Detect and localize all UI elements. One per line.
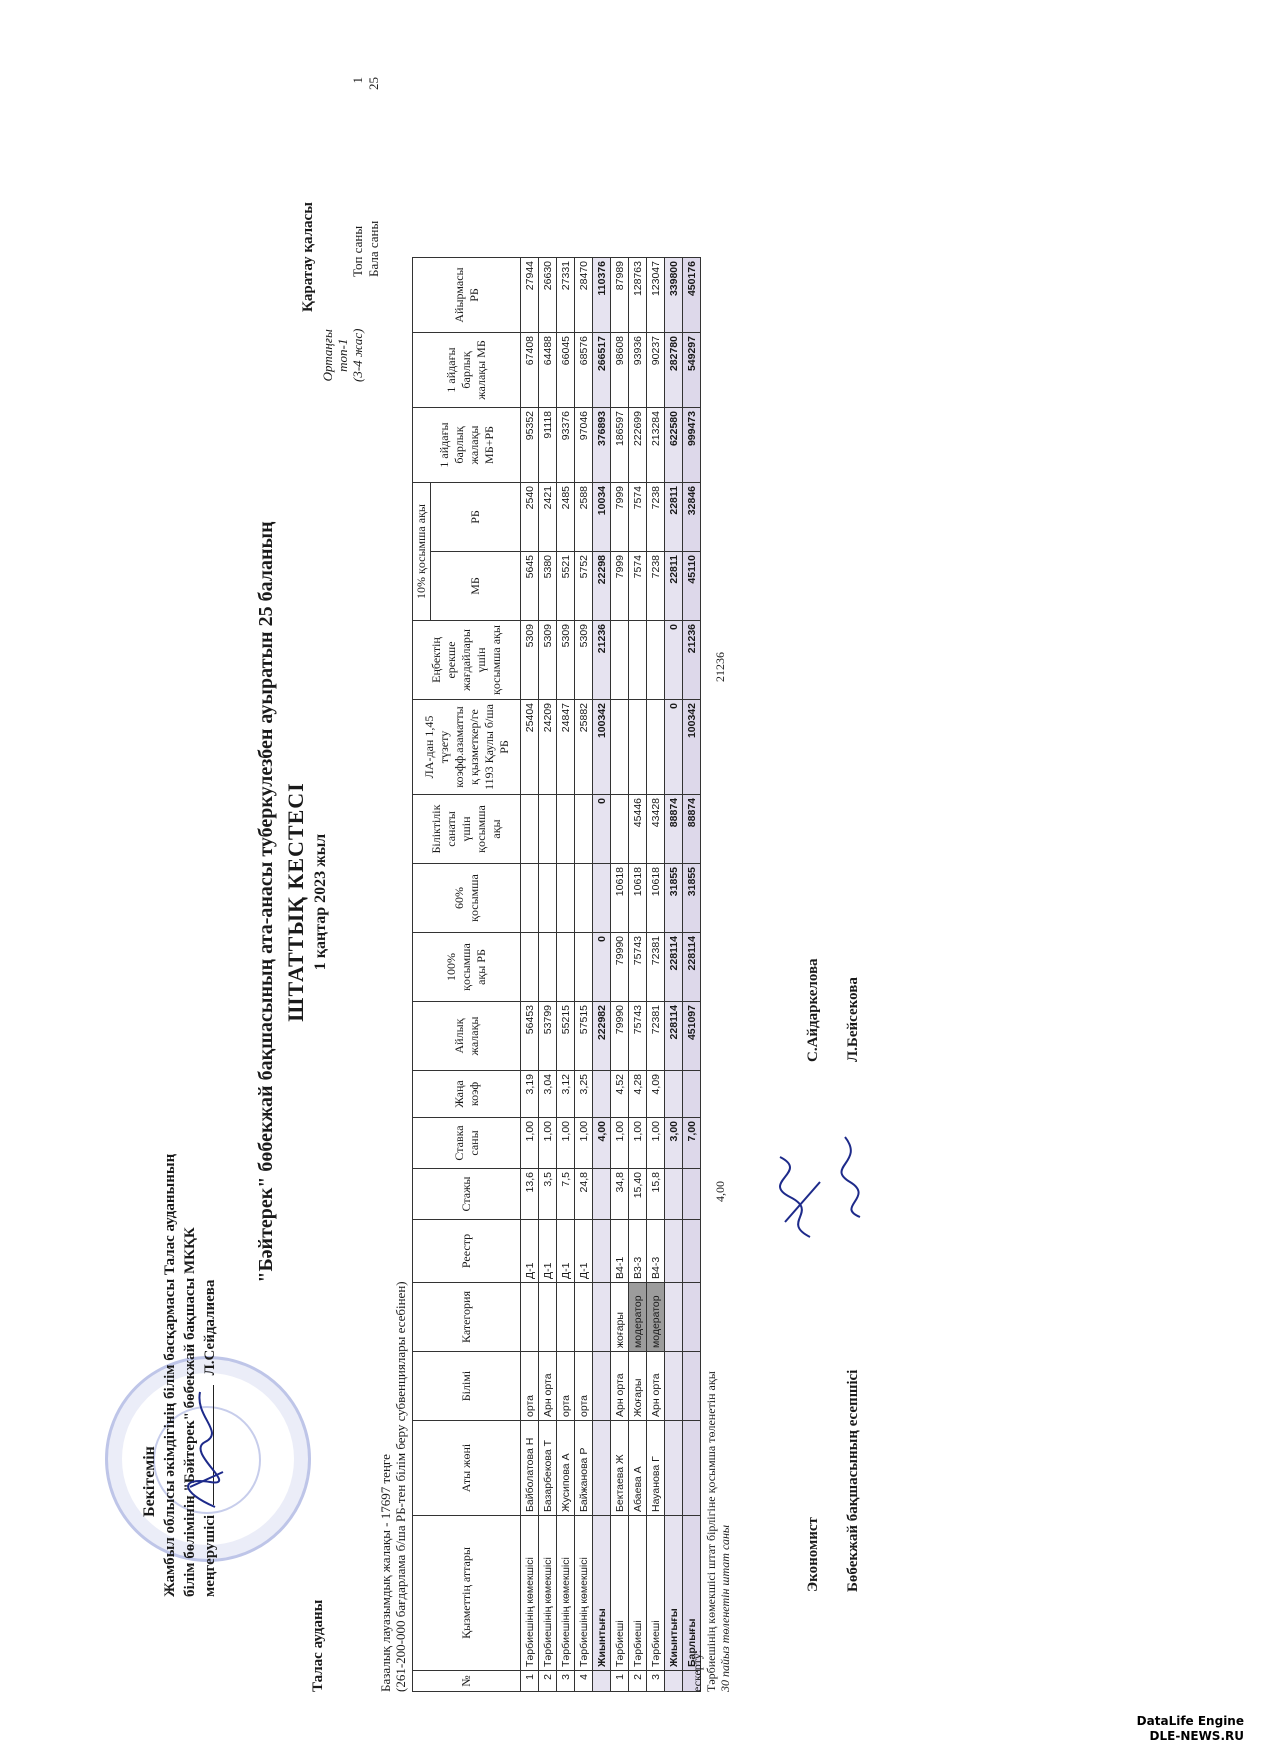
cell-category [575,1283,593,1352]
cell-category: жоғары [611,1283,629,1352]
cell-labor [611,621,629,700]
table-row [557,258,575,1692]
cell-total-all: 622580 [665,408,683,483]
cell-rb: 7238 [647,483,665,552]
approval-director-name: Л.Сейдалиева [202,1279,218,1376]
cell-qual: 88874 [683,795,701,864]
table-row [629,258,647,1692]
cell-coef [683,1071,701,1118]
cell-education [665,1352,683,1421]
cell-monthly: 53799 [539,1002,557,1071]
cell-name: Жусипова А [557,1421,575,1516]
cell-education: Арн орта [539,1352,557,1421]
col-education: Білімі [413,1352,521,1421]
cell-total-all: 999473 [683,408,701,483]
cell-bonus60: 31855 [665,864,683,933]
base-salary: Базалық лауазымдық жалақы - 17697 теңге [378,1454,393,1692]
cell-experience: 15,40 [629,1169,647,1220]
district-label: Талас ауданы [310,1599,326,1692]
cell-bonus60 [593,864,611,933]
cell-month-rb: 27944 [521,258,539,333]
cell-monthly: 57515 [575,1002,593,1071]
cell-name [593,1421,611,1516]
cell-rate: 1,00 [647,1118,665,1169]
cell-num: 2 [539,1671,557,1692]
cell-name [665,1421,683,1516]
economist-signature [770,1152,830,1242]
col-total-all: 1 айдағы барлық жалақы МБ+РБ [413,408,521,483]
cell-category [521,1283,539,1352]
cell-month-rb: 128763 [629,258,647,333]
col-bonus100: 100% қосымша ақы РБ [413,933,521,1002]
cell-position: Барлығы [683,1516,701,1671]
cell-bonus60: 10618 [647,864,665,933]
cell-experience: 13,6 [521,1169,539,1220]
cell-la145: 100342 [683,700,701,795]
cell-position: Жиынтығы [593,1516,611,1671]
cell-mb: 45110 [683,552,701,621]
cell-mb: 5380 [539,552,557,621]
cell-la145: 0 [665,700,683,795]
cell-category [665,1283,683,1352]
cell-name: Базарбекова Т [539,1421,557,1516]
cell-total-all: 95352 [521,408,539,483]
cell-rb: 22811 [665,483,683,552]
cell-registry [593,1220,611,1283]
approval-block [140,1154,220,1597]
cell-category [557,1283,575,1352]
children-value: 25 [366,77,381,90]
cell-bonus100 [539,933,557,1002]
cell-la145: 24847 [557,700,575,795]
col-mb: МБ [431,552,521,621]
cell-registry: В4-3 [647,1220,665,1283]
cell-bonus100: 0 [593,933,611,1002]
col-category: Категория [413,1283,521,1352]
col-rate: Ставка саны [413,1118,521,1169]
col-registry: Реестр [413,1220,521,1283]
notes-line-1: Тәрбиешінің көмекшісі штат бірлігіне қосымша төленетін ақы [704,1371,718,1692]
cell-category: модератор [647,1283,665,1352]
col-rb: РБ [431,483,521,552]
watermark-footer [1137,1714,1244,1744]
cell-mb: 5752 [575,552,593,621]
cell-name: Абаева А [629,1421,647,1516]
cell-bonus100: 72381 [647,933,665,1002]
cell-monthly: 72381 [647,1002,665,1071]
economist-name: С.Айдаркелова [805,958,821,1062]
cell-experience: 34,8 [611,1169,629,1220]
cell-rate: 1,00 [521,1118,539,1169]
cell-total-mb: 64488 [539,333,557,408]
cell-education: Арн орта [647,1352,665,1421]
cell-qual: 43428 [647,795,665,864]
cell-rb: 2421 [539,483,557,552]
document-subtitle: ШТАТТЫҚ КЕСТЕСІ [283,782,308,1022]
cell-total-all: 222699 [629,408,647,483]
cell-rate: 3,00 [665,1118,683,1169]
cell-total-all: 186597 [611,408,629,483]
cell-labor [647,621,665,700]
table-row [575,258,593,1692]
cell-name: Байжанова Р [575,1421,593,1516]
table-row [647,258,665,1692]
cell-bonus60 [575,864,593,933]
cell-mb: 22298 [593,552,611,621]
cell-mb: 5521 [557,552,575,621]
cell-monthly: 451097 [683,1002,701,1071]
cell-education: Жоғары [629,1352,647,1421]
cell-la145: 100342 [593,700,611,795]
cell-la145: 25882 [575,700,593,795]
cell-monthly: 55215 [557,1002,575,1071]
cell-la145: 25404 [521,700,539,795]
cell-month-rb: 339800 [665,258,683,333]
notes-sum-value: 21236 [713,652,727,682]
group-label [320,329,365,382]
cell-education: орта [557,1352,575,1421]
economist-role: Экономист [805,1517,821,1592]
cell-coef [665,1071,683,1118]
cell-bonus100 [575,933,593,1002]
staff-table [412,257,701,1692]
col-la145: ЛА-дан 1,45 түзету коэфф.азаматты қ қызметкер/ге 1193 Қаулы б/ша РБ [413,700,521,795]
cell-labor [629,621,647,700]
approval-line-3-prefix: меңгерушісі [202,1514,218,1597]
cell-total-mb: 266517 [593,333,611,408]
col-coef: Жаңа коэф [413,1071,521,1118]
cell-month-rb: 27331 [557,258,575,333]
cell-total-mb: 282780 [665,333,683,408]
cell-total-all: 93376 [557,408,575,483]
cell-education: орта [521,1352,539,1421]
base-salary-block [378,1281,408,1692]
cell-registry: В4-1 [611,1220,629,1283]
col-position: Қызметтің аттары [413,1516,521,1671]
cell-position: Жиынтығы [665,1516,683,1671]
col-qual: Біліктілік санаты үшін қосымша ақы [413,795,521,864]
cell-labor: 21236 [593,621,611,700]
cell-position: Тәрбиешінің көмекшісі [557,1516,575,1671]
cell-experience: 15,8 [647,1169,665,1220]
cell-la145 [647,700,665,795]
col-labor: Еңбектің ерекше жағдайлары үшін қосымша ақы [413,621,521,700]
group-line-3: (3-4 жас) [350,328,365,382]
cell-bonus60 [539,864,557,933]
cell-name: Бектаева Ж [611,1421,629,1516]
footer-line-1: DataLife Engine [1136,1714,1244,1728]
accountant-signature [830,1132,880,1222]
cell-experience [665,1169,683,1220]
cell-num: 4 [575,1671,593,1692]
cell-coef: 3,04 [539,1071,557,1118]
cell-category: модератор [629,1283,647,1352]
cell-labor: 0 [665,621,683,700]
col-bonus60: 60% қосымша [413,864,521,933]
cell-month-rb: 26630 [539,258,557,333]
cell-qual: 88874 [665,795,683,864]
counts-block [350,77,382,277]
cell-num: 3 [647,1671,665,1692]
cell-coef: 4,52 [611,1071,629,1118]
cell-labor: 5309 [521,621,539,700]
cell-rb: 2540 [521,483,539,552]
cell-mb: 5645 [521,552,539,621]
cell-num [593,1671,611,1692]
groups-label: Топ саны [350,225,365,277]
cell-qual [575,795,593,864]
cell-name: Науанова Г [647,1421,665,1516]
cell-total-mb: 98608 [611,333,629,408]
subtotal-row [593,258,611,1692]
approval-line-1: Жамбыл облысы әкімдігінің білім басқармасы Талас ауданының [162,1153,178,1597]
cell-registry: Д-1 [557,1220,575,1283]
notes-line-2: 30 пайыз төленетін штат саны [718,1524,732,1692]
cell-coef: 3,25 [575,1071,593,1118]
cell-monthly: 79990 [611,1002,629,1071]
footer-line-2: DLE-NEWS.RU [1149,1729,1244,1743]
approval-line-2: білім бөлімінің "Бәйтерек" бөбекжай бақшасы МКҚК [182,1227,198,1597]
cell-rb: 2588 [575,483,593,552]
cell-total-all: 376893 [593,408,611,483]
cell-coef: 4,28 [629,1071,647,1118]
cell-monthly: 228114 [665,1002,683,1071]
cell-bonus100: 79990 [611,933,629,1002]
col-experience: Стажы [413,1169,521,1220]
cell-qual [557,795,575,864]
cell-bonus100: 228114 [665,933,683,1002]
cell-total-all: 97046 [575,408,593,483]
cell-total-mb: 93936 [629,333,647,408]
cell-rate: 1,00 [575,1118,593,1169]
cell-bonus100: 75743 [629,933,647,1002]
cell-num: 2 [629,1671,647,1692]
cell-bonus60 [521,864,539,933]
col-name: Аты жөні [413,1421,521,1516]
children-label: Бала саны [366,220,381,277]
director-signature [175,1382,230,1512]
approval-title: Бекітемін [141,1446,158,1517]
cell-qual: 45446 [629,795,647,864]
cell-experience [683,1169,701,1220]
group-line-2: топ-1 [335,338,350,372]
cell-experience: 3,5 [539,1169,557,1220]
cell-num: 3 [557,1671,575,1692]
subtotal-row [665,258,683,1692]
cell-monthly: 222982 [593,1002,611,1071]
notes-label: ескерту: [690,1650,704,1692]
notes-rate-value: 4,00 [713,1181,727,1202]
cell-monthly: 56453 [521,1002,539,1071]
cell-category [539,1283,557,1352]
cell-rate: 1,00 [629,1118,647,1169]
cell-qual [611,795,629,864]
cell-bonus60: 10618 [629,864,647,933]
col-ten-group: 10% қосымша ақы [413,483,431,621]
cell-total-mb: 90237 [647,333,665,408]
cell-bonus60 [557,864,575,933]
cell-month-rb: 87989 [611,258,629,333]
cell-mb: 7238 [647,552,665,621]
cell-rb: 7574 [629,483,647,552]
cell-education: орта [575,1352,593,1421]
cell-num [665,1671,683,1692]
cell-month-rb: 123047 [647,258,665,333]
groups-value: 1 [350,77,365,84]
cell-mb: 7574 [629,552,647,621]
cell-qual [521,795,539,864]
table-row [539,258,557,1692]
cell-labor: 5309 [575,621,593,700]
cell-position: Тәрбиешінің көмекшісі [575,1516,593,1671]
cell-rb: 2485 [557,483,575,552]
notes-block [690,1371,732,1692]
group-line-1: Ортаңғы [320,329,335,382]
cell-la145 [611,700,629,795]
cell-rb: 10034 [593,483,611,552]
cell-coef: 3,19 [521,1071,539,1118]
cell-num: 1 [521,1671,539,1692]
cell-labor: 5309 [557,621,575,700]
cell-monthly: 75743 [629,1002,647,1071]
cell-bonus100: 228114 [683,933,701,1002]
cell-mb: 22811 [665,552,683,621]
program-note: (261-200-000 бағдарлама б/ша РБ-тен білім беру субвенциялары есебінен) [393,1281,408,1692]
cell-rb: 7999 [611,483,629,552]
cell-position: Тәрбиешінің көмекшісі [521,1516,539,1671]
cell-labor: 21236 [683,621,701,700]
cell-bonus60: 31855 [683,864,701,933]
cell-total-mb: 68576 [575,333,593,408]
cell-bonus100 [521,933,539,1002]
cell-experience: 7,5 [557,1169,575,1220]
col-total-mb: 1 айдағы барлық жалақы МБ [413,333,521,408]
col-month-rb: Айырмасы РБ [413,258,521,333]
cell-total-all: 91118 [539,408,557,483]
cell-registry: Д-1 [521,1220,539,1283]
cell-qual: 0 [593,795,611,864]
cell-rate: 7,00 [683,1118,701,1169]
cell-qual [539,795,557,864]
cell-registry: Д-1 [575,1220,593,1283]
accountant-name: Л.Бейсекова [845,977,861,1062]
cell-coef: 3,12 [557,1071,575,1118]
cell-total-all: 213284 [647,408,665,483]
cell-la145: 24209 [539,700,557,795]
cell-coef: 4,09 [647,1071,665,1118]
cell-rate: 4,00 [593,1118,611,1169]
cell-education [593,1352,611,1421]
cell-bonus100 [557,933,575,1002]
table-row [521,258,539,1692]
document-title: "Бәйтерек" бөбекжай бақшасының ата-анасы туберкулезбен ауыратын 25 баланың [255,521,277,1283]
cell-month-rb: 28470 [575,258,593,333]
cell-registry: В3-3 [629,1220,647,1283]
document-date: 1 қаңтар 2023 жыл [312,833,329,971]
cell-labor: 5309 [539,621,557,700]
col-monthly: Айлық жалақы [413,1002,521,1071]
cell-category [593,1283,611,1352]
cell-position: Тәрбиеші [629,1516,647,1671]
cell-category [683,1283,701,1352]
cell-coef [593,1071,611,1118]
city-label: Қаратау қаласы [300,202,316,312]
cell-rate: 1,00 [557,1118,575,1169]
cell-rate: 1,00 [539,1118,557,1169]
col-num: № [413,1671,521,1692]
cell-month-rb: 110376 [593,258,611,333]
cell-total-mb: 66045 [557,333,575,408]
cell-registry: Д-1 [539,1220,557,1283]
table-row [611,258,629,1692]
cell-rate: 1,00 [611,1118,629,1169]
cell-total-mb: 67408 [521,333,539,408]
cell-registry [683,1220,701,1283]
cell-position: Тәрбиешінің көмекшісі [539,1516,557,1671]
cell-experience: 24,8 [575,1169,593,1220]
accountant-role: Бөбекжай бақшасының есепшісі [845,1369,861,1592]
cell-education: Арн орта [611,1352,629,1421]
cell-la145 [629,700,647,795]
cell-position: Тәрбиеші [611,1516,629,1671]
cell-bonus60: 10618 [611,864,629,933]
cell-position: Тәрбиеші [647,1516,665,1671]
cell-month-rb: 450176 [683,258,701,333]
cell-num: 1 [611,1671,629,1692]
cell-registry [665,1220,683,1283]
cell-name: Байболатова Н [521,1421,539,1516]
cell-total-mb: 549297 [683,333,701,408]
cell-experience [593,1169,611,1220]
cell-rb: 32846 [683,483,701,552]
cell-mb: 7999 [611,552,629,621]
